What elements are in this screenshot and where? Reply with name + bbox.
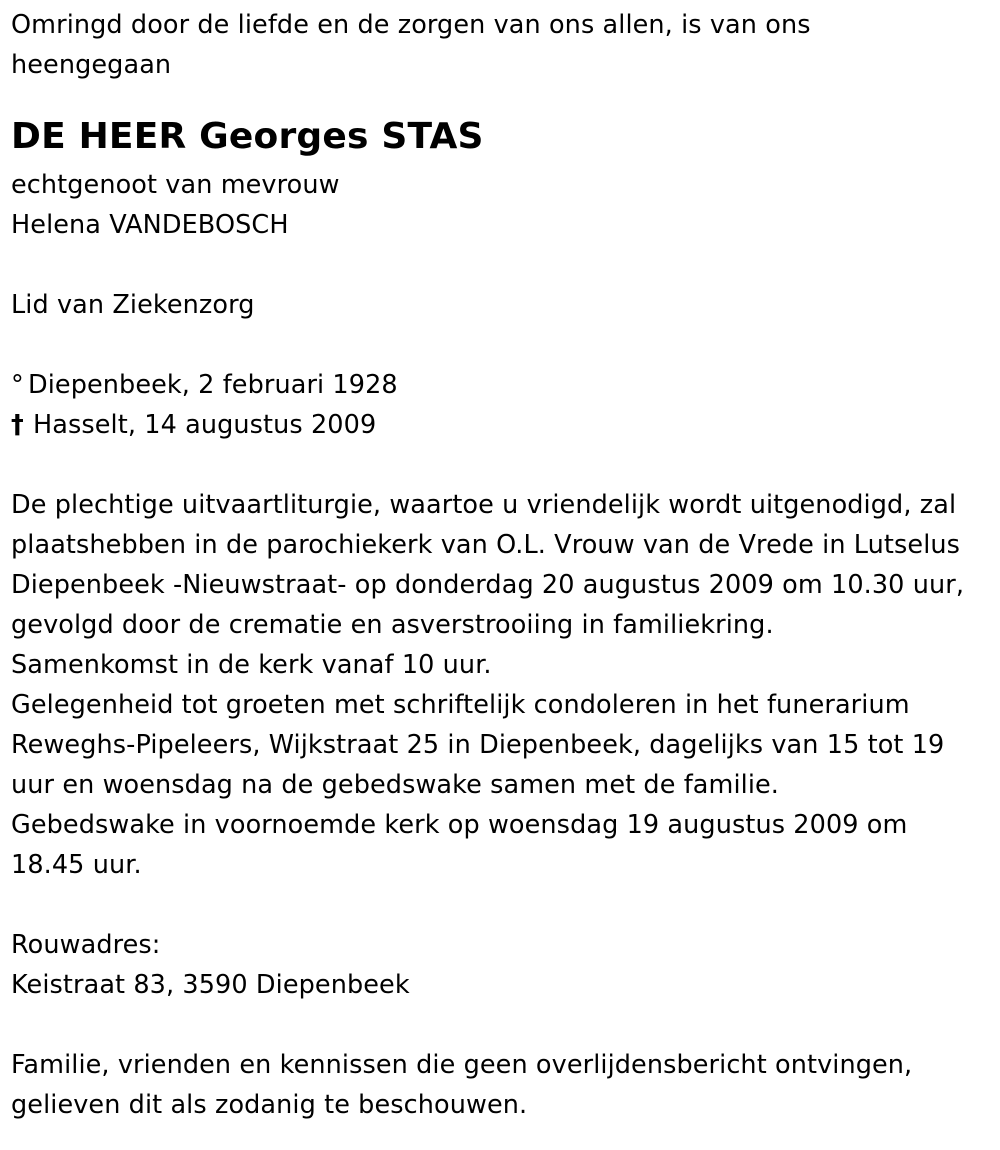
intro-line-2: heengegaan bbox=[11, 50, 172, 80]
death-notice bbox=[11, 5, 996, 1125]
membership: Lid van Ziekenzorg bbox=[11, 290, 255, 320]
spacer bbox=[11, 325, 996, 365]
ceremony-line: Gebedswake in voornoemde kerk op woensdag 19 augustus 2009 om bbox=[11, 810, 908, 840]
address-label: Rouwadres: bbox=[11, 930, 161, 960]
spacer bbox=[11, 445, 996, 485]
spacer bbox=[11, 1005, 996, 1045]
ceremony-line: uur en woensdag na de gebedswake samen met de familie. bbox=[11, 770, 780, 800]
death-line bbox=[11, 405, 996, 445]
ceremony-line: gevolgd door de crematie en asverstrooiing in familiekring. bbox=[11, 610, 774, 640]
ceremony-line: De plechtige uitvaartliturgie, waartoe u vriendelijk wordt uitgenodigd, zal bbox=[11, 490, 957, 520]
address-value: Keistraat 83, 3590 Diepenbeek bbox=[11, 970, 410, 1000]
ceremony-line: Samenkomst in de kerk vanaf 10 uur. bbox=[11, 650, 492, 680]
ceremony-line: Diepenbeek -Nieuwstraat- op donderdag 20 augustus 2009 om 10.30 uur, bbox=[11, 570, 965, 600]
spouse-line-1: echtgenoot van mevrouw bbox=[11, 170, 340, 200]
spacer bbox=[11, 85, 996, 108]
death-date: Hasselt, 14 augustus 2009 bbox=[33, 410, 377, 440]
closing-line-2: gelieven dit als zodanig te beschouwen. bbox=[11, 1090, 528, 1120]
birth-line bbox=[11, 365, 996, 405]
closing-line-1: Familie, vrienden en kennissen die geen overlijdensbericht ontvingen, bbox=[11, 1050, 913, 1080]
ceremony-line: plaatshebben in de parochiekerk van O.L. Vrouw van de Vrede in Lutselus bbox=[11, 530, 961, 560]
intro-line-1: Omringd door de liefde en de zorgen van ons allen, is van ons bbox=[11, 10, 811, 40]
birth-date: Diepenbeek, 2 februari 1928 bbox=[28, 370, 398, 400]
deceased-name: DE HEER Georges STAS bbox=[11, 116, 484, 157]
ceremony-line: Gelegenheid tot groeten met schriftelijk condoleren in het funerarium bbox=[11, 690, 910, 720]
cross-icon: † bbox=[11, 410, 24, 440]
spacer bbox=[11, 245, 996, 285]
spouse-line-2: Helena VANDEBOSCH bbox=[11, 210, 289, 240]
ceremony-line: 18.45 uur. bbox=[11, 850, 142, 880]
birth-symbol: ° bbox=[11, 370, 24, 400]
spacer bbox=[11, 885, 996, 925]
ceremony-line: Reweghs-Pipeleers, Wijkstraat 25 in Diepenbeek, dagelijks van 15 tot 19 bbox=[11, 730, 945, 760]
